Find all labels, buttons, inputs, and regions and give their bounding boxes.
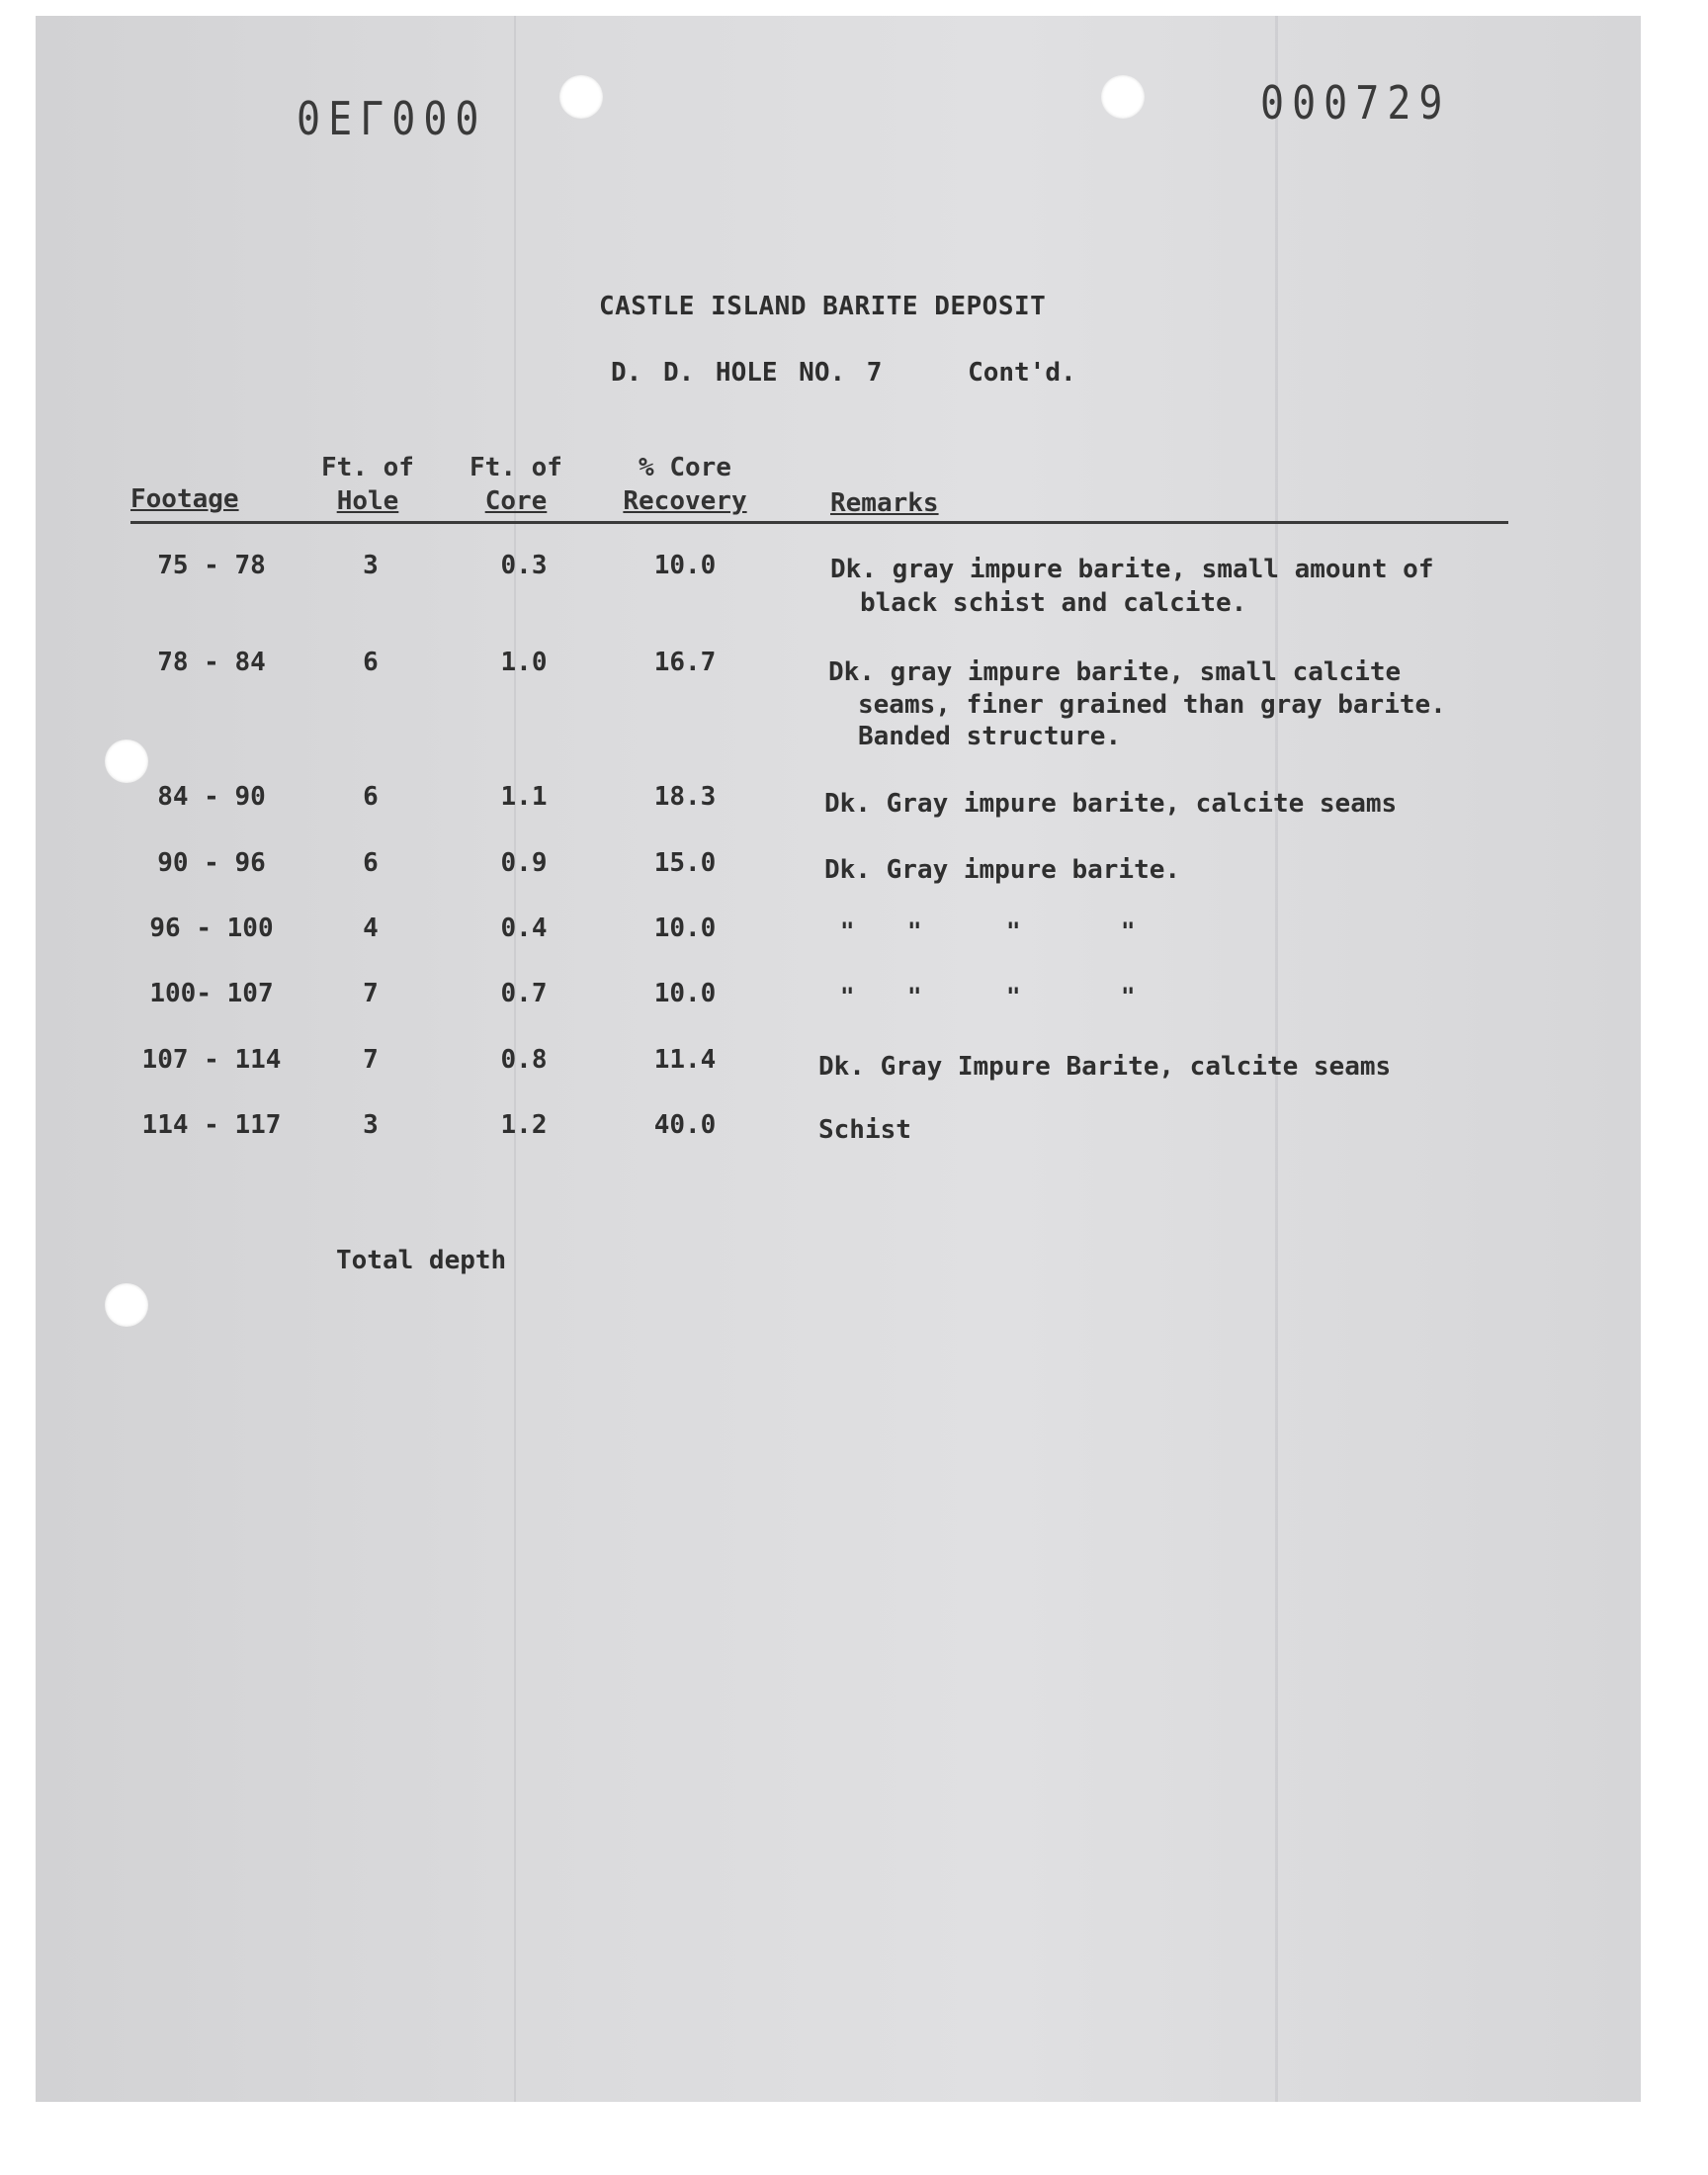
row-remarks-line: Dk. gray impure barite, small amount of <box>830 555 1434 584</box>
punch-hole <box>105 740 148 783</box>
row-footage: 114 - 117 <box>141 1110 282 1140</box>
row-ft-of-hole: 3 <box>363 551 379 580</box>
ditto-mark: " <box>840 917 855 945</box>
row-core-recovery: 11.4 <box>653 1045 717 1075</box>
header-ft-of-hole <box>308 451 427 518</box>
header-rule <box>130 521 1508 524</box>
header-ft-of-core-line1: Ft. of <box>470 453 562 482</box>
row-ft-of-core: 0.7 <box>500 979 548 1008</box>
document-subtitle: D. D. HOLE NO. 7 Cont'd. <box>611 358 1076 388</box>
row-ft-of-hole: 4 <box>363 914 379 943</box>
row-footage: 90 - 96 <box>157 848 266 878</box>
header-ft-of-hole-line1: Ft. of <box>321 453 414 482</box>
row-core-recovery: 40.0 <box>653 1110 717 1140</box>
row-remarks-line: black schist and calcite. <box>860 588 1247 618</box>
ditto-mark: " <box>1006 917 1021 945</box>
row-footage: 84 - 90 <box>157 782 266 812</box>
row-ft-of-core: 0.9 <box>500 848 548 878</box>
row-footage: 96 - 100 <box>149 914 274 943</box>
ditto-mark: " <box>1121 983 1136 1010</box>
row-remarks-line: Dk. Gray Impure Barite, calcite seams <box>818 1052 1392 1082</box>
ditto-mark: " <box>907 983 922 1010</box>
page-number-stamp-inverted: 0EΓ000 <box>297 93 487 146</box>
total-depth-label: Total depth <box>336 1246 507 1275</box>
row-core-recovery: 10.0 <box>653 979 717 1008</box>
row-ft-of-hole: 6 <box>363 648 379 677</box>
header-ft-of-hole-line2: Hole <box>336 486 399 516</box>
header-footage: Footage <box>130 484 239 514</box>
row-ft-of-hole: 3 <box>363 1110 379 1140</box>
row-remarks-line: Schist <box>818 1115 911 1145</box>
row-ft-of-core: 0.4 <box>500 914 548 943</box>
page-number-stamp: 000729 <box>1260 77 1451 130</box>
row-ft-of-core: 0.3 <box>500 551 548 580</box>
row-ft-of-core: 1.2 <box>500 1110 548 1140</box>
row-ft-of-core: 0.8 <box>500 1045 548 1075</box>
row-remarks-line: Dk. Gray impure barite. <box>824 855 1181 885</box>
row-ft-of-core: 1.1 <box>500 782 548 812</box>
row-remarks-line: Dk. Gray impure barite, calcite seams <box>824 789 1398 819</box>
row-footage: 78 - 84 <box>157 648 266 677</box>
header-core-recovery-line1: % Core <box>639 453 731 482</box>
row-core-recovery: 16.7 <box>653 648 717 677</box>
row-remarks-line: Banded structure. <box>858 722 1122 751</box>
row-footage: 107 - 114 <box>141 1045 282 1075</box>
ditto-mark: " <box>907 917 922 945</box>
header-core-recovery-line2: Recovery <box>623 486 747 516</box>
header-ft-of-core-line2: Core <box>484 486 548 516</box>
row-core-recovery: 10.0 <box>653 551 717 580</box>
row-core-recovery: 15.0 <box>653 848 717 878</box>
row-ft-of-hole: 7 <box>363 1045 379 1075</box>
row-remarks-line: Dk. gray impure barite, small calcite <box>828 657 1402 687</box>
row-footage: 75 - 78 <box>157 551 266 580</box>
row-ft-of-core: 1.0 <box>500 648 548 677</box>
ditto-mark: " <box>1006 983 1021 1010</box>
header-remarks: Remarks <box>830 488 939 518</box>
punch-hole <box>1101 75 1145 119</box>
ditto-mark: " <box>840 983 855 1010</box>
ditto-mark: " <box>1121 917 1136 945</box>
punch-hole <box>559 75 603 119</box>
row-ft-of-hole: 7 <box>363 979 379 1008</box>
header-ft-of-core <box>457 451 575 518</box>
row-core-recovery: 18.3 <box>653 782 717 812</box>
row-remarks-line: seams, finer grained than gray barite. <box>858 690 1446 720</box>
row-ft-of-hole: 6 <box>363 782 379 812</box>
row-ft-of-hole: 6 <box>363 848 379 878</box>
row-core-recovery: 10.0 <box>653 914 717 943</box>
punch-hole <box>105 1283 148 1327</box>
header-core-recovery <box>611 451 759 518</box>
row-footage: 100- 107 <box>149 979 274 1008</box>
document-title: CASTLE ISLAND BARITE DEPOSIT <box>599 292 1047 321</box>
